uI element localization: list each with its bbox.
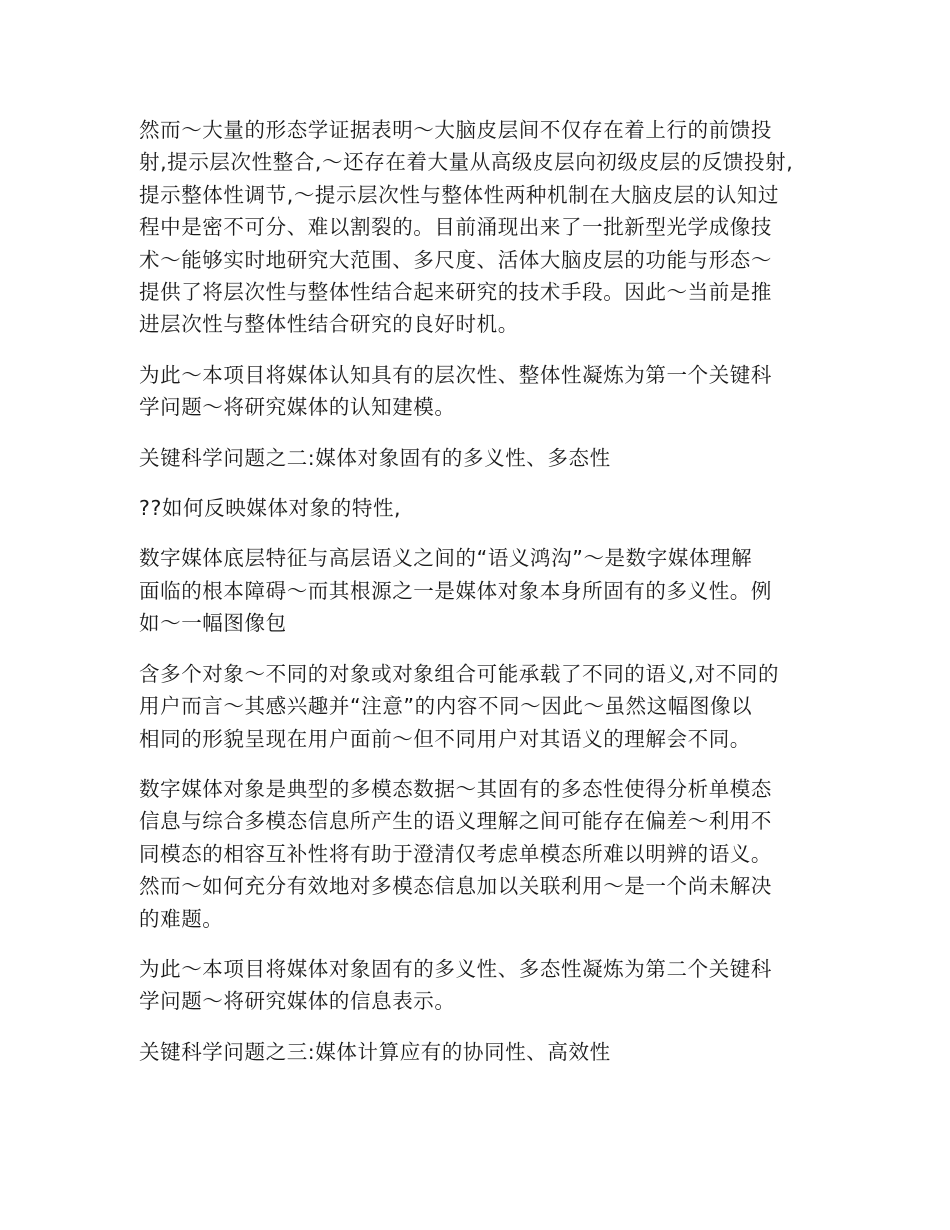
text-line: 然而～如何充分有效地对多模态信息加以关联利用～是一个尚未解决 [139,874,772,899]
text-line: 程中是密不可分、难以割裂的。目前涌现出来了一批新型光学成像技 [139,215,772,240]
text-line: 术～能够实时地研究大范围、多尺度、活体大脑皮层的功能与形态～ [139,247,772,272]
text-line: 然而～大量的形态学证据表明～大脑皮层间不仅存在着上行的前馈投 [139,118,772,142]
paragraph-first-question-conclusion [139,359,811,424]
heading-key-question-two [139,442,811,474]
text-line: 含多个对象～不同的对象或对象组合可能承载了不同的语义,对不同的 [139,661,780,686]
text-line: 为此～本项目将媒体对象固有的多义性、多态性凝炼为第二个关键科 [139,956,772,981]
text-line: 相同的形貌呈现在用户面前～但不同用户对其语义的理解会不同。 [139,726,751,751]
paragraph-multimodal [139,773,811,935]
paragraph-polysemy-example [139,658,811,755]
text-line: 为此～本项目将媒体认知具有的层次性、整体性凝炼为第一个关键科 [139,362,772,387]
text-line: 关键科学问题之三:媒体计算应有的协同性、高效性 [139,1039,611,1064]
text-line: 数字媒体对象是典型的多模态数据～其固有的多态性使得分析单模态 [139,776,772,801]
text-line: 的难题。 [139,906,224,931]
text-line: 学问题～将研究媒体的认知建模。 [139,395,456,420]
text-line: 提供了将层次性与整体性结合起来研究的技术手段。因此～当前是推 [139,280,772,305]
paragraph-second-question-conclusion [139,953,811,1018]
text-line: 射,提示层次性整合,～还存在着大量从高级皮层向初级皮层的反馈投射, [139,150,794,175]
document-page [139,114,811,1086]
text-line: 面临的根本障碍～而其根源之一是媒体对象本身所固有的多义性。例 [139,578,772,603]
text-line: 同模态的相容互补性将有助于澄清仅考虑单模态所难以明辨的语义。 [139,841,772,866]
text-line: ??如何反映媒体对象的特性, [139,496,402,521]
text-line: 如～一幅图像包 [139,611,287,636]
text-line: 关键科学问题之二:媒体对象固有的多义性、多态性 [139,445,611,470]
text-line: 进层次性与整体性结合研究的良好时机。 [139,312,519,337]
text-line: 信息与综合多模态信息所产生的语义理解之间可能存在偏差～利用不 [139,809,772,834]
text-line: 数字媒体底层特征与高层语义之间的“语义鸿沟”～是数字媒体理解 [139,546,753,571]
paragraph-semantic-gap [139,542,811,639]
paragraph-cognition-summary [139,114,811,341]
text-line: 提示整体性调节,～提示层次性与整体性两种机制在大脑皮层的认知过 [139,182,780,207]
text-line: 学问题～将研究媒体的信息表示。 [139,989,456,1014]
text-line: 用户而言～其感兴趣并“注意”的内容不同～因此～虽然这幅图像以 [139,694,753,719]
paragraph-question-prompt [139,492,811,524]
heading-key-question-three [139,1036,811,1068]
